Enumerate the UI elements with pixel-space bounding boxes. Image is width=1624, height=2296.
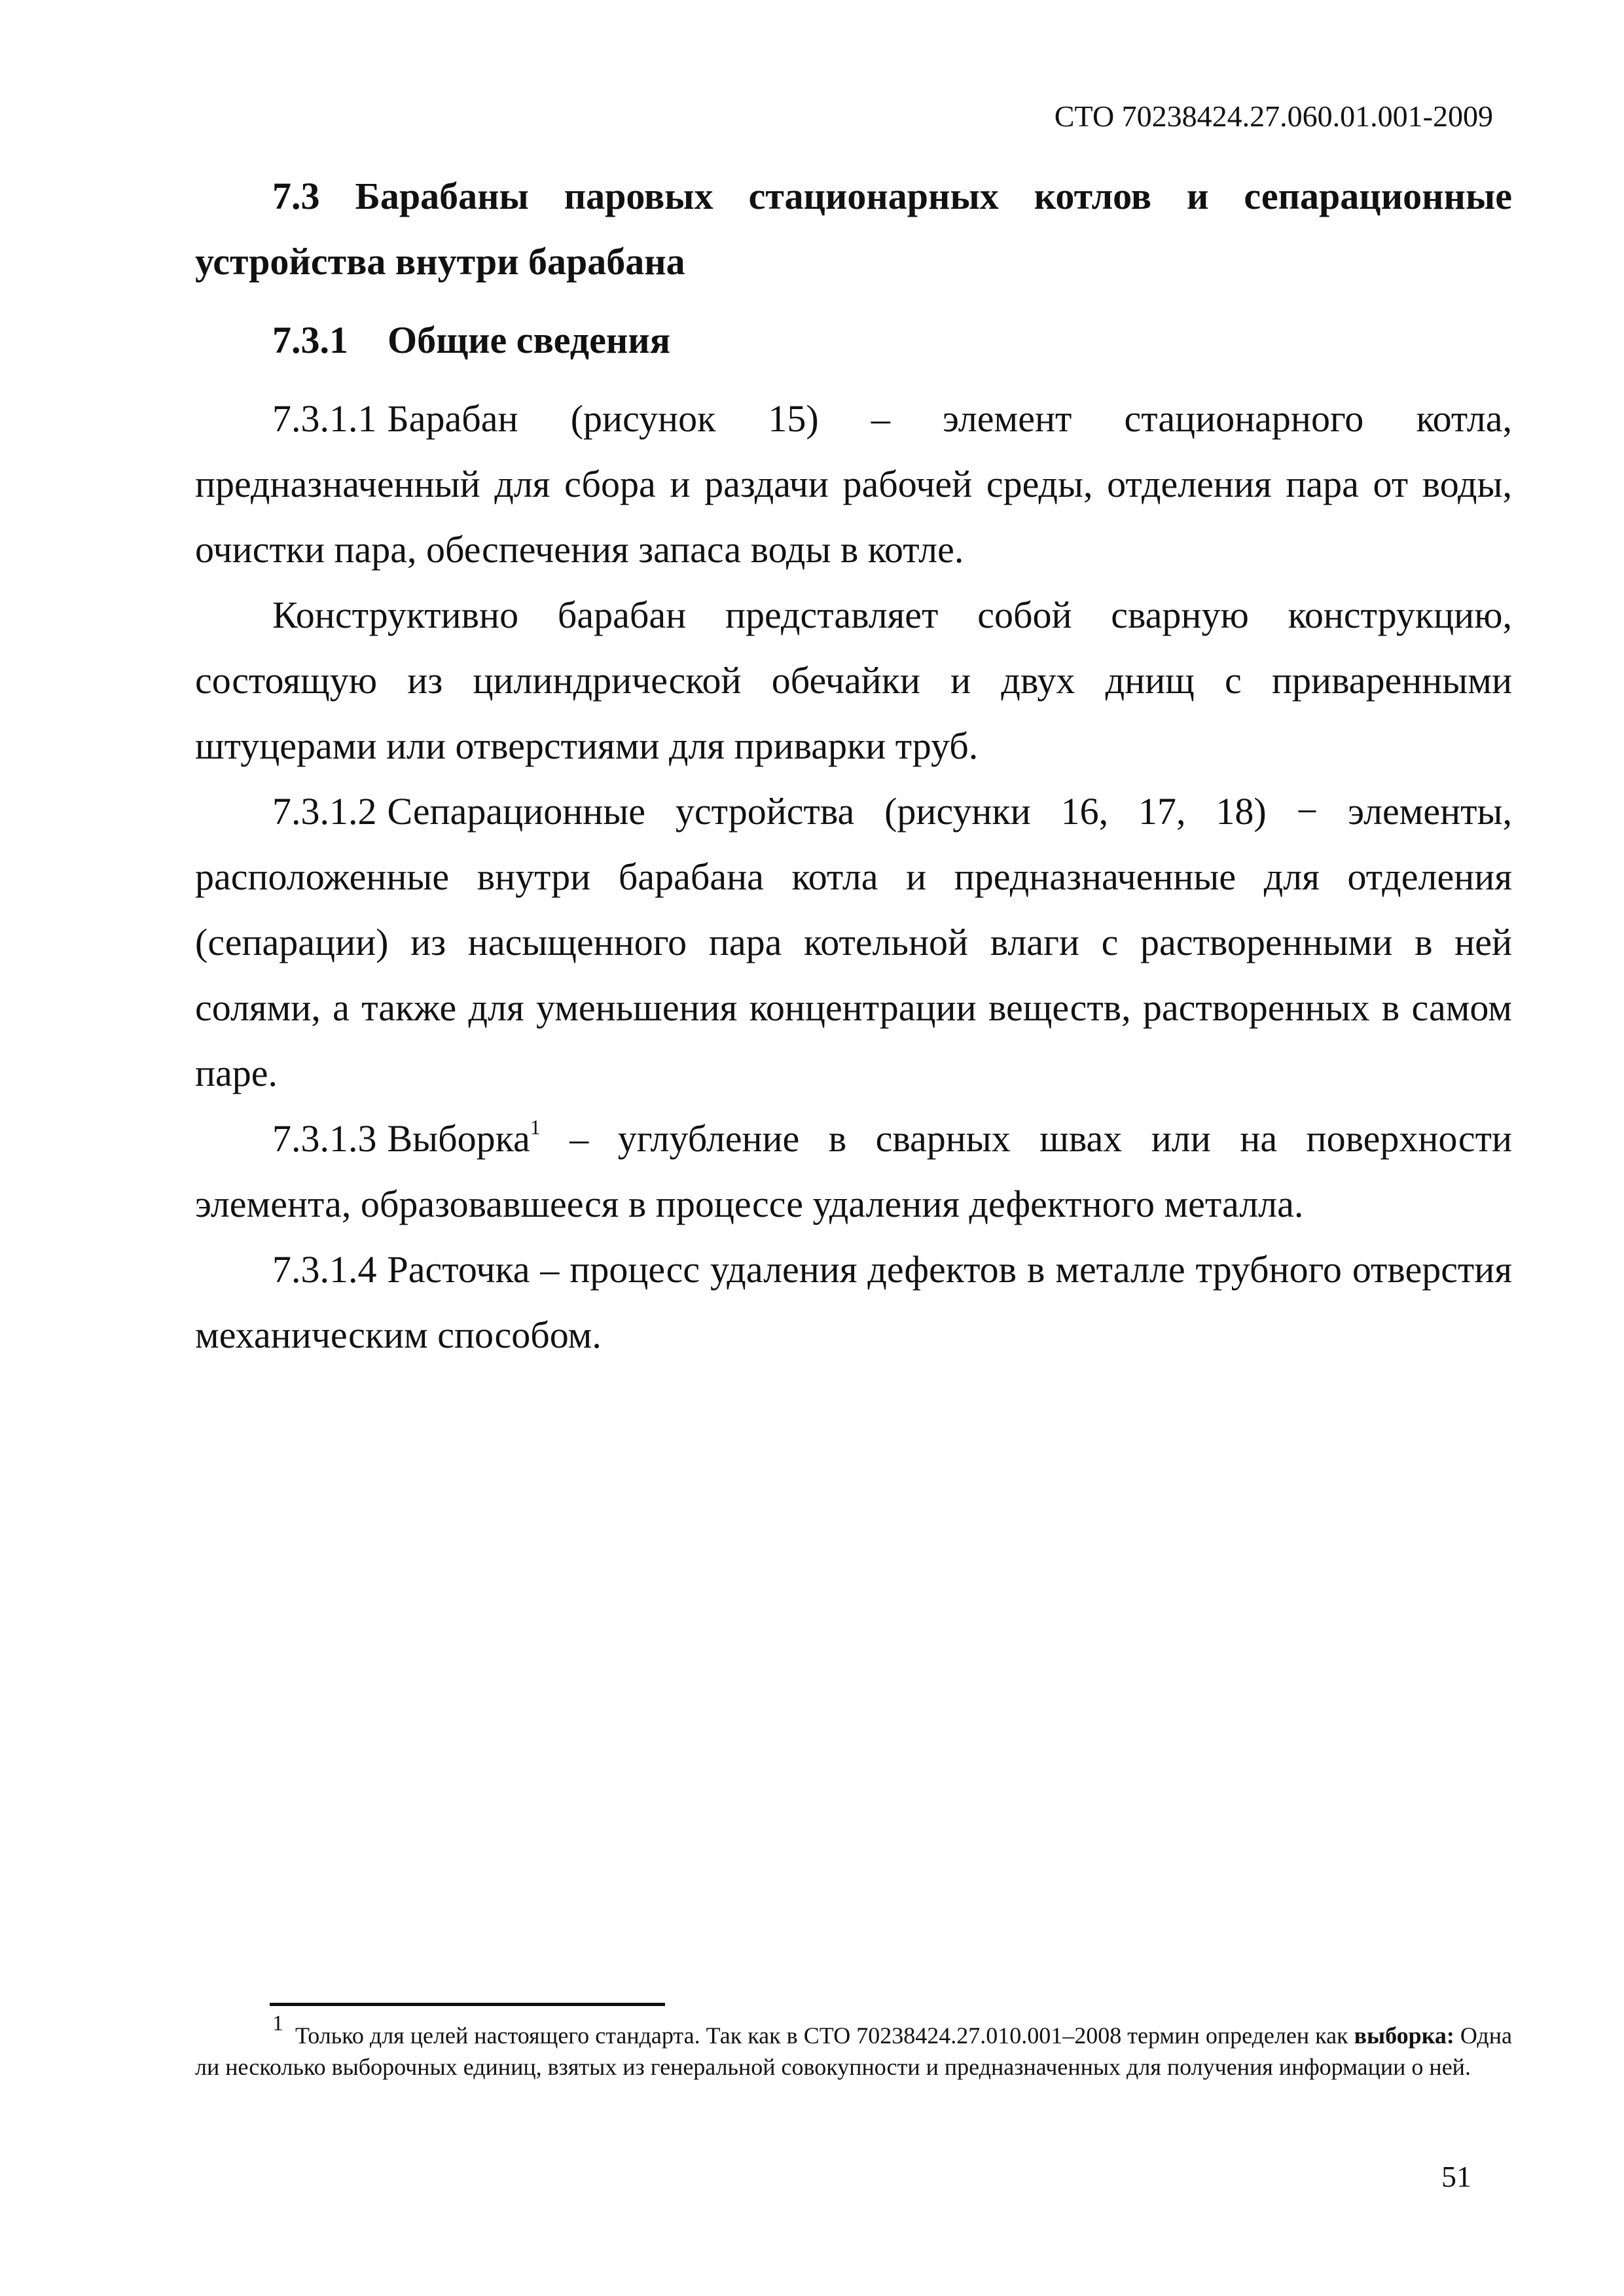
- paragraph-text: Барабан (рисунок 15) – элемент стационарного котла, предназначенный для сбора и раздачи рабочей среды, отделения пара от воды, очистки пара, обеспечения запаса воды в котле.: [195, 397, 1512, 571]
- footnote-text-before: Только для целей настоящего стандарта. Так как в СТО 70238424.27.010.001–2008 термин определен как: [295, 2022, 1354, 2049]
- footnote: [195, 2011, 1512, 2083]
- paragraph-text: – углубление в сварных швах или на поверхности элемента, образовавшееся в процессе удаления дефектного металла.: [195, 1117, 1512, 1225]
- paragraph-7-3-1-4: [195, 1237, 1512, 1368]
- paragraph-number: 7.3.1.2: [272, 790, 377, 833]
- paragraph-7-3-1-3: [195, 1106, 1512, 1237]
- footnote-marker: 1: [272, 2011, 283, 2036]
- footnote-text-after: Одна ли несколько выборочных единиц, взятых из генеральной совокупности и предназначенных для получения информации о ней.: [195, 2022, 1512, 2080]
- subsection-heading: [195, 308, 1512, 373]
- page-number: 51: [1441, 2160, 1471, 2193]
- paragraph-term: Выборка: [387, 1117, 530, 1160]
- paragraph-construction: [195, 583, 1512, 779]
- footnote-reference[interactable]: 1: [530, 1115, 541, 1139]
- paragraph-text: Расточка – процесс удаления дефектов в металле трубного отверстия механическим способом.: [195, 1248, 1512, 1356]
- footnote-separator: [270, 2003, 665, 2006]
- paragraph-7-3-1-1: [195, 386, 1512, 583]
- section-title: 7.3 Барабаны паровых стационарных котлов и сепарационные устройства внутри барабана: [195, 175, 1512, 283]
- paragraph-text: Сепарационные устройства (рисунки 16, 17, 18) − элементы, расположенные внутри барабана котла и предназначенные для отделения (сепарации) из насыщенного пара котельной влаги с растворенными в ней солями, а также для уменьшения концентрации веществ, растворенных в самом паре.: [195, 790, 1512, 1094]
- paragraph-number: 7.3.1.3: [272, 1117, 377, 1160]
- subsection-title: Общие сведения: [388, 319, 671, 361]
- paragraph-text: Конструктивно барабан представляет собой сварную конструкцию, состоящую из цилиндрической обечайки и двух днищ с приваренными штуцерами или отверстиями для приварки труб.: [195, 594, 1512, 767]
- subsection-number: 7.3.1: [272, 319, 348, 361]
- paragraph-number: 7.3.1.1: [272, 397, 377, 440]
- paragraph-7-3-1-2: [195, 779, 1512, 1106]
- document-code-header: СТО 70238424.27.060.01.001-2009: [1054, 99, 1493, 133]
- paragraph-number: 7.3.1.4: [272, 1248, 377, 1291]
- footnote-term: выборка:: [1354, 2022, 1454, 2049]
- page-body: [195, 164, 1512, 1368]
